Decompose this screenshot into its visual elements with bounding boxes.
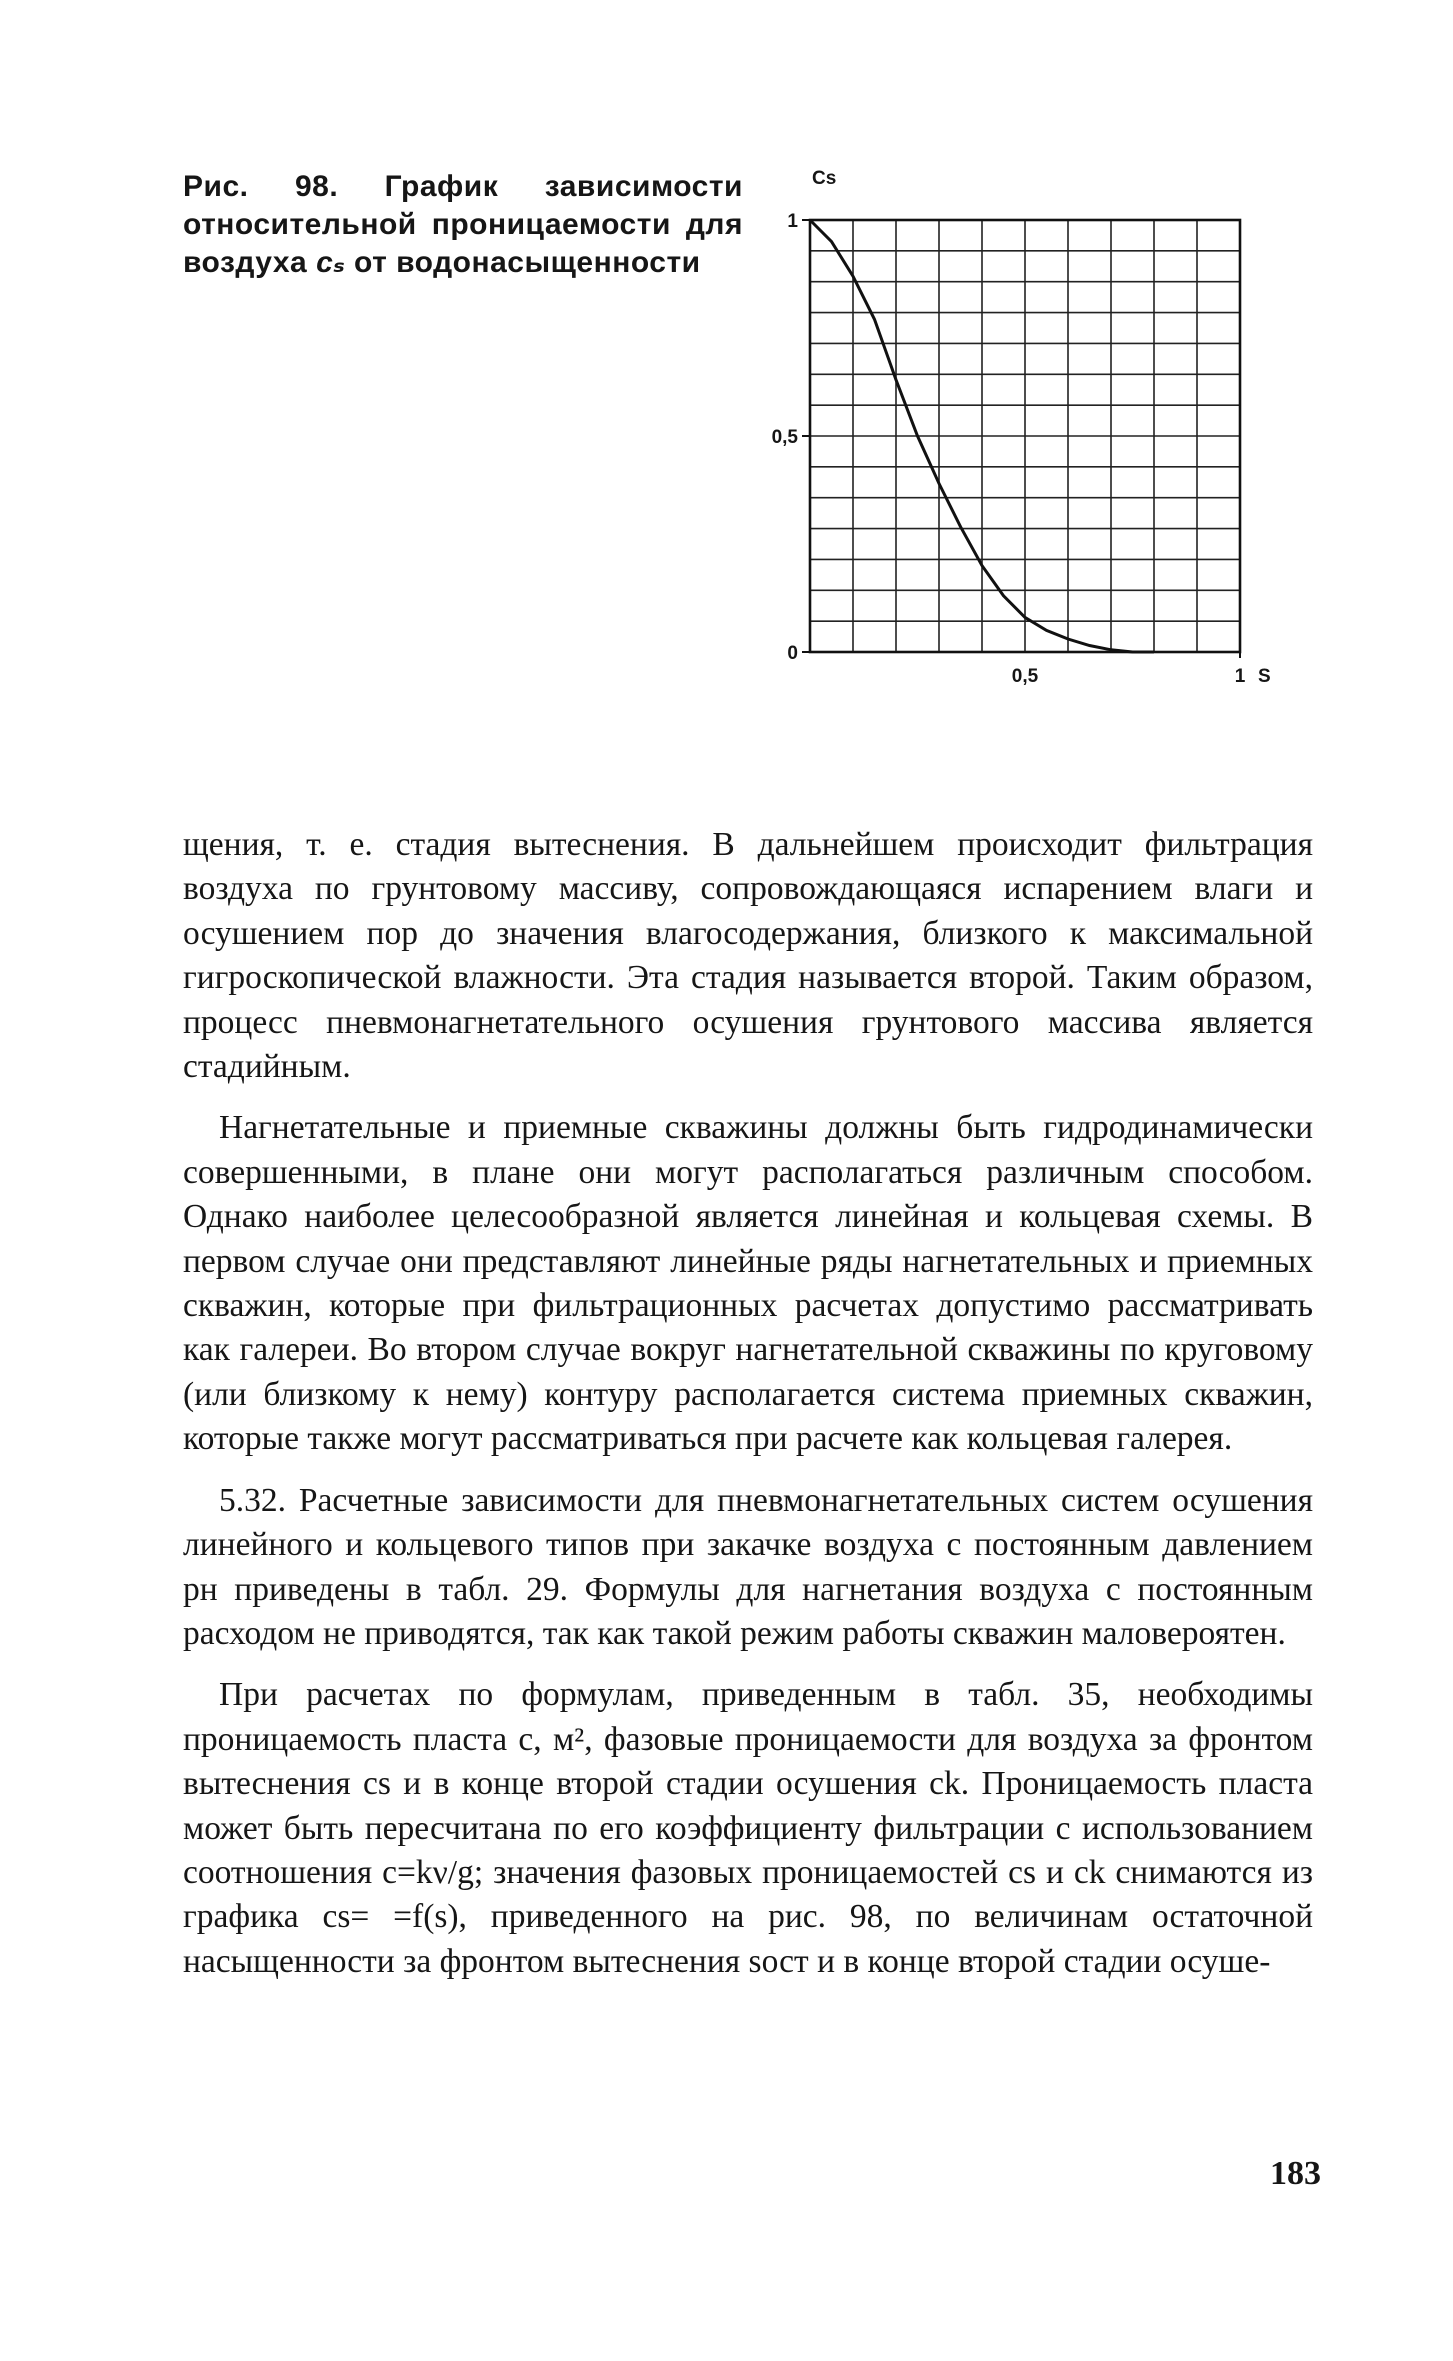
y-axis-label: Cs xyxy=(812,168,837,189)
caption-prefix: Рис. 98. График зависимости относительной проницаемости для воздуха xyxy=(183,170,743,279)
body-text xyxy=(183,823,1313,2001)
x-tick-label: 0,5 xyxy=(1011,666,1039,687)
paragraph-3: 5.32. Расчетные зависимости для пневмонагнетательных систем осушения линейного и кольцевого типов при закачке воздуха с постоянным давлением pн приведены в табл. 29. Формулы для нагнетания воздуха с постоянным расходом не приводятся, так как такой режим работы скважин маловероятен. xyxy=(183,1481,1313,1652)
relative-permeability-chart xyxy=(730,150,1330,710)
x-tick-label: 1 xyxy=(1234,666,1246,687)
caption-suffix: от водонасыщенности xyxy=(354,246,701,279)
paragraph-2: Нагнетательные и приемные скважины должны быть гидродинамически совершенными, в плане они могут располагаться различным способом. Однако наиболее целесообразной является линейная и кольцевая схемы. В первом случае они представляют линейные ряды нагнетательных и приемных скважин, которые при фильтрационных расчетах допустимо рассматривать как галереи. Во втором случае вокруг нагнетательной скважины по круговому (или близкому к нему) контуру располагается система приемных скважин, которые также могут рассматриваться при расчете как кольцевая галерея. xyxy=(183,1109,1313,1458)
y-tick-label: 0 xyxy=(787,643,798,664)
figure-caption xyxy=(183,168,743,282)
y-tick-label: 0,5 xyxy=(771,427,798,448)
chart-frame xyxy=(802,220,1240,658)
y-tick-label: 1 xyxy=(787,211,798,232)
paragraph-4: При расчетах по формулам, приведенным в табл. 35, необходимы проницаемость пласта c, м², фазовые проницаемости для воздуха за фронтом вытеснения cs и в конце второй стадии осушения ck. Проницаемость пласта может быть пересчитана по его коэффициенту фильтрации с использованием соотношения c=kν/g; значения фазовых проницаемостей cs и ck снимаются из графика cs= =f(s), приведенного на рис. 98, по величинам остаточной насыщенности за фронтом вытеснения sост и в конце второй стадии осуше- xyxy=(183,1676,1313,1980)
page-number: 183 xyxy=(1270,2155,1321,2192)
chart-labels xyxy=(772,168,1271,687)
chart-grid xyxy=(810,220,1240,652)
x-axis-label: S xyxy=(1258,666,1271,687)
caption-variable: cₛ xyxy=(316,246,346,279)
paragraph-1: щения, т. е. стадия вытеснения. В дальнейшем происходит фильтрация воздуха по грунтовому массиву, сопровождающаяся испарением влаги и осушением пор до значения влагосодержания, близкого к максимальной гигроскопической влажности. Эта стадия называется второй. Таким образом, процесс пневмонагнетательного осушения грунтового массива является стадийным. xyxy=(183,826,1313,1086)
